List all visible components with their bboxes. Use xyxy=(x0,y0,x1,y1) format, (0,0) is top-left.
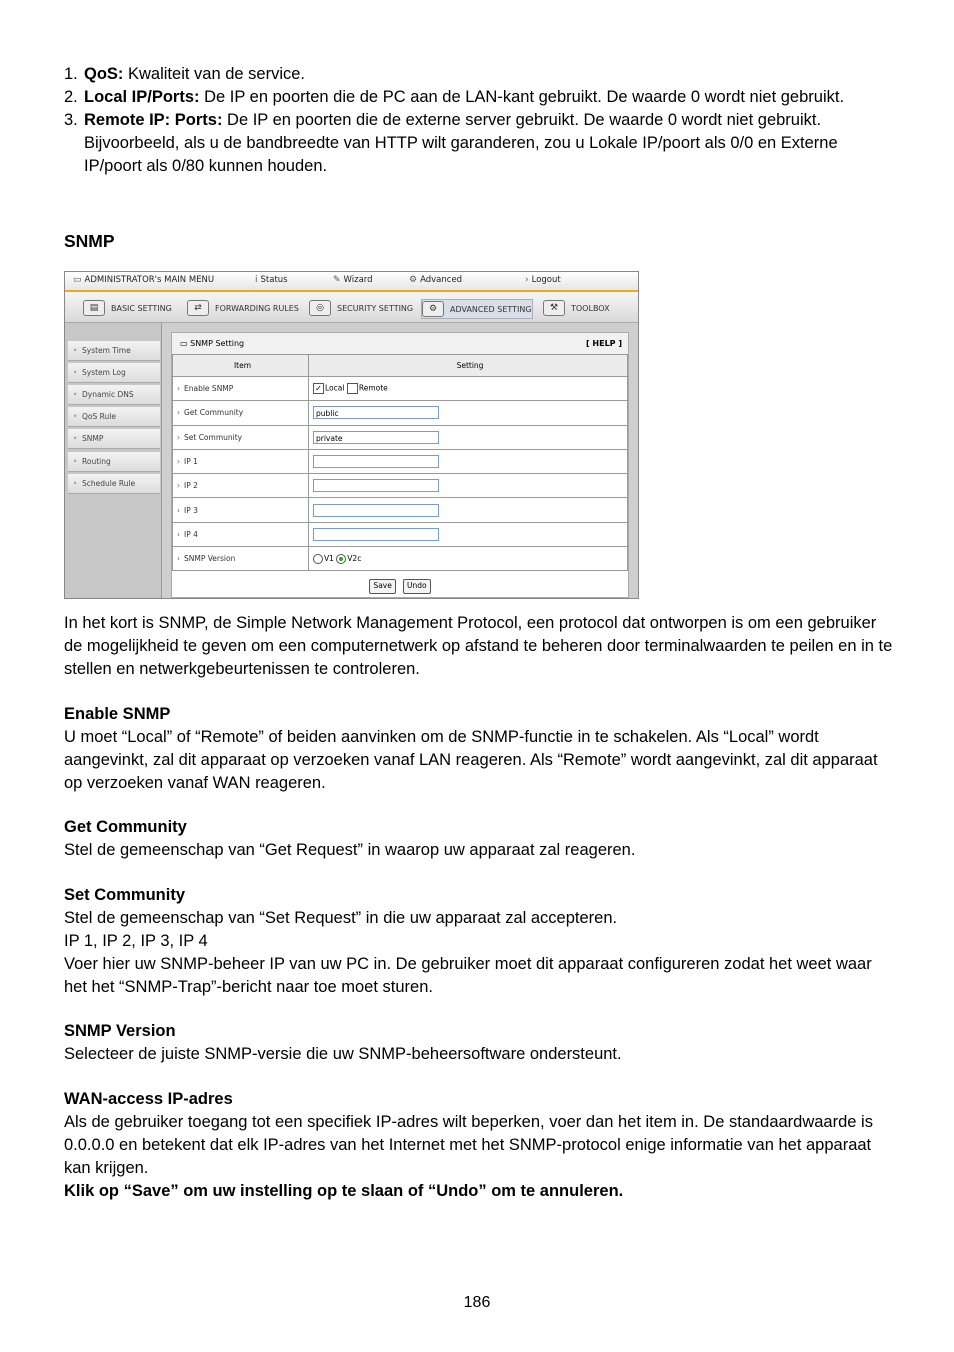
sidebar xyxy=(65,323,162,598)
advanced-link[interactable]: ⚙ Advanced xyxy=(409,275,463,285)
list-text: De IP en poorten die de PC aan de LAN-kant gebruikt. De waarde 0 wordt niet gebruikt. xyxy=(199,88,845,106)
row-label: › Set Community xyxy=(173,425,309,449)
final-instruction: Klik op “Save” om uw instelling op te slaan of “Undo” om te annuleren. xyxy=(64,1182,624,1200)
ip-line: IP 1, IP 2, IP 3, IP 4 xyxy=(64,932,208,950)
sidebar-item-system-time[interactable]: • System Time xyxy=(68,341,160,361)
ip4-input[interactable] xyxy=(313,528,439,541)
section-text: Stel de gemeenschap van “Set Request” in die uw apparaat zal accepteren. xyxy=(64,909,618,927)
section-heading: WAN-access IP-adres xyxy=(64,1090,233,1108)
row-label: › IP 1 xyxy=(173,449,309,473)
v2c-label: V2c xyxy=(347,553,362,563)
list-number: 3. xyxy=(64,111,78,129)
main-menu-link[interactable]: ▭ ADMINISTRATOR's MAIN MENU xyxy=(73,275,215,285)
undo-button[interactable]: Undo xyxy=(403,579,431,594)
table-row xyxy=(173,522,628,546)
get-community-input[interactable]: public xyxy=(313,406,439,419)
numbered-list xyxy=(64,63,894,178)
row-label: › Enable SNMP xyxy=(173,377,309,401)
wizard-link[interactable]: ✎ Wizard xyxy=(333,275,373,285)
section-text: Selecteer de juiste SNMP-versie die uw SNMP-beheersoftware ondersteunt. xyxy=(64,1045,622,1063)
table-row xyxy=(173,449,628,473)
basic-setting-icon: ▤ xyxy=(83,300,105,316)
list-text: De IP en poorten die de externe server gebruikt. De waarde 0 wordt niet gebruikt. Bijvoorbeeld, als u de bandbreedte van HTTP wilt garanderen, zou u Lokale IP/poort als 0/0 en Externe IP/poort als 0/80 kunnen houden. xyxy=(84,111,838,175)
snmp-version-section xyxy=(64,1020,894,1066)
menu-icon: ▭ xyxy=(73,275,82,285)
set-community-input[interactable]: private xyxy=(313,431,439,444)
panel-title: ▭ SNMP Setting xyxy=(180,339,245,348)
table-row xyxy=(173,377,628,401)
page-number: 186 xyxy=(463,1294,491,1311)
advanced-setting-icon: ⚙ xyxy=(422,301,444,317)
security-icon: ◎ xyxy=(309,300,331,316)
router-screenshot xyxy=(64,271,639,599)
table-row xyxy=(173,474,628,498)
row-label: › IP 4 xyxy=(173,522,309,546)
remote-checkbox[interactable] xyxy=(347,383,358,394)
section-text: Stel de gemeenschap van “Get Request” in waarop uw apparaat zal reageren. xyxy=(64,841,636,859)
list-term: Local IP/Ports: xyxy=(84,88,200,106)
sidebar-item-qos-rule[interactable]: • QoS Rule xyxy=(68,407,160,427)
list-item xyxy=(64,109,894,178)
toolbox-icon: ⚒ xyxy=(543,300,565,316)
tab-basic-setting[interactable]: ▤ BASIC SETTING xyxy=(83,299,172,317)
settings-table xyxy=(172,354,628,571)
enable-snmp-section xyxy=(64,703,894,795)
column-header-setting: Setting xyxy=(309,355,628,377)
table-row xyxy=(173,425,628,449)
list-number: 1. xyxy=(64,65,78,83)
help-link[interactable]: [ HELP ] xyxy=(585,339,622,348)
tab-forwarding-rules[interactable]: ⇄ FORWARDING RULES xyxy=(187,299,299,317)
table-row xyxy=(173,498,628,522)
snmp-setting-panel xyxy=(171,332,629,598)
remote-label: Remote xyxy=(358,383,388,393)
button-row xyxy=(172,573,628,594)
list-text: Kwaliteit van de service. xyxy=(123,65,306,83)
table-row xyxy=(173,547,628,571)
ip2-input[interactable] xyxy=(313,479,439,492)
get-community-section xyxy=(64,816,894,862)
sidebar-item-routing[interactable]: • Routing xyxy=(68,452,160,472)
section-title: SNMP xyxy=(64,231,115,251)
ip1-input[interactable] xyxy=(313,455,439,468)
column-header-item: Item xyxy=(173,355,309,377)
sidebar-item-snmp[interactable]: • SNMP xyxy=(68,429,160,449)
v1-radio[interactable] xyxy=(313,554,323,564)
sidebar-item-schedule-rule[interactable]: • Schedule Rule xyxy=(68,474,160,494)
logout-link[interactable]: › Logout xyxy=(525,275,561,285)
section-heading: Get Community xyxy=(64,818,187,836)
forwarding-icon: ⇄ xyxy=(187,300,209,316)
section-heading: Set Community xyxy=(64,886,186,904)
advanced-icon: ⚙ xyxy=(409,275,418,285)
tab-advanced-setting[interactable]: ⚙ ADVANCED SETTING xyxy=(421,299,533,319)
section-heading: SNMP Version xyxy=(64,1022,176,1040)
section-heading: Enable SNMP xyxy=(64,705,171,723)
panel-header xyxy=(172,333,628,355)
row-label: › SNMP Version xyxy=(173,547,309,571)
local-label: Local xyxy=(325,383,345,393)
sidebar-item-dynamic-dns[interactable]: • Dynamic DNS xyxy=(68,385,160,405)
list-number: 2. xyxy=(64,88,78,106)
status-icon: ⅰ xyxy=(255,275,258,285)
section-text: U moet “Local” of “Remote” of beiden aanvinken om de SNMP-functie in te schakelen. Als “Local” wordt aangevinkt, zal dit apparaat op verzoeken vanaf LAN reageren. Als “Remote” wordt aangevinkt, zal dit apparaat op verzoeken vanaf WAN reageren. xyxy=(64,728,878,792)
row-label: › IP 2 xyxy=(173,474,309,498)
v2c-radio[interactable] xyxy=(336,554,346,564)
status-link[interactable]: ⅰ Status xyxy=(255,275,288,285)
tab-security-setting[interactable]: ◎ SECURITY SETTING xyxy=(309,299,413,317)
sidebar-item-system-log[interactable]: • System Log xyxy=(68,363,160,383)
list-term: QoS: xyxy=(84,65,124,83)
ip-text: Voer hier uw SNMP-beheer IP van uw PC in. De gebruiker moet dit apparaat configureren zodat het weet waar het het “SNMP-Trap”-bericht naar toe moet sturen. xyxy=(64,955,872,996)
set-community-section xyxy=(64,884,894,999)
tab-toolbox[interactable]: ⚒ TOOLBOX xyxy=(543,299,610,317)
row-label: › Get Community xyxy=(173,401,309,425)
list-item xyxy=(64,86,894,109)
v1-label: V1 xyxy=(324,553,334,563)
ip3-input[interactable] xyxy=(313,504,439,517)
local-checkbox[interactable]: ✓ xyxy=(313,383,324,394)
save-button[interactable]: Save xyxy=(369,579,395,594)
intro-paragraph: In het kort is SNMP, de Simple Network Management Protocol, een protocol dat ontworpen is om een gebruiker de mogelijkheid te geven om een computernetwerk op afstand te beheren door terminalwaarden te peilen en in te stellen en netwerkgebeurtenissen te controleren. xyxy=(64,614,893,678)
section-text: Als de gebruiker toegang tot een specifiek IP-adres wilt beperken, voer dan het item in. De standaardwaarde is 0.0.0.0 en betekent dat elk IP-adres van het Internet met het SNMP-protocol enige informatie van het apparaat kan krijgen. xyxy=(64,1113,873,1177)
list-term: Remote IP: Ports: xyxy=(84,111,223,129)
row-label: › IP 3 xyxy=(173,498,309,522)
top-menu-bar xyxy=(65,272,638,292)
table-row xyxy=(173,401,628,425)
logout-icon: › xyxy=(525,275,529,285)
wizard-icon: ✎ xyxy=(333,275,341,285)
tab-bar xyxy=(65,292,638,323)
list-item xyxy=(64,63,894,86)
wan-access-section xyxy=(64,1088,894,1203)
